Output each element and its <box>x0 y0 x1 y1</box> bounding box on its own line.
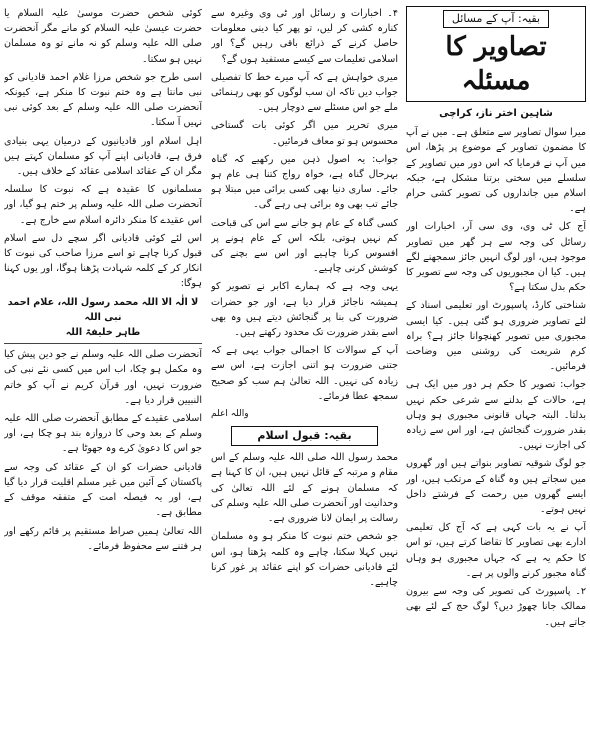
paragraph: اللہ تعالیٰ ہمیں صراط مستقیم پر قائم رکھے اور ہر فتنے سے محفوظ فرمائے۔ <box>4 525 202 552</box>
paragraph: شناختی کارڈ، پاسپورٹ اور تعلیمی اسناد کے لئے تصاویر ضروری ہو گئی ہیں۔ کیا ایسی مجبوری میں تصویر کھنچوانا جائز ہے؟ براہ کرم شریعت کی روشنی میں وضاحت فرمائیں۔ <box>406 300 586 373</box>
paragraph: میری تحریر میں اگر کوئی بات گستاخی محسوس ہو تو معاف فرمائیں۔ <box>211 120 398 147</box>
paragraph: مسلمانوں کا عقیدہ ہے کہ نبوت کا سلسلہ آنحضرت صلی اللہ علیہ وسلم پر ختم ہو گیا، اور اس عقیدے کا منکر دائرہ اسلام سے خارج ہے۔ <box>4 184 202 226</box>
paragraph: آپ کے سوالات کا اجمالی جواب یہی ہے کہ جتنی ضرورت ہو اتنی اجازت ہے، اس سے زیادہ کی نہیں۔ اللہ تعالیٰ ہم سب کو صحیح سمجھ عطا فرمائے۔ <box>211 345 398 402</box>
paragraph: یہی وجہ ہے کہ ہمارے اکابر نے تصویر کو ہمیشہ ناجائز قرار دیا ہے، اور جو حضرات ضرورت کی بنا پر گنجائش دیتے ہیں وہ بھی اسے بقدر ضرورت تک محدود رکھتے ہیں۔ <box>211 281 398 339</box>
paragraph: کوئی شخص حضرت موسیٰ علیہ السلام یا حضرت عیسیٰ علیہ السلام کو مانے مگر آنحضرت صلی اللہ علیہ وسلم کو نہ مانے تو وہ مسلمان نہیں ہو سکتا۔ <box>4 8 202 65</box>
divider <box>4 343 202 344</box>
paragraph: آنحضرت صلی اللہ علیہ وسلم نے جو دین پیش کیا وہ مکمل ہو چکا، اب اس میں کسی نئے نبی کی ضرورت نہیں، اور قرآن کریم نے آپ کو خاتم النبیین قرار دیا ہے۔ <box>4 349 202 406</box>
paragraph: کسی گناہ کے عام ہو جانے سے اس کی قباحت کم نہیں ہوتی، بلکہ اس کے عام ہونے پر افسوس کرنا چاہیے اور اس سے بچنے کی کوشش کرنی چاہیے۔ <box>211 217 398 275</box>
byline: شاہین اختر ناز، کراچی <box>439 108 553 119</box>
paragraph: جو لوگ شوقیہ تصاویر بنواتے ہیں اور گھروں میں سجاتے ہیں وہ گناہ کے مرتکب ہیں، اور ایسے گھروں میں رحمت کے فرشتے داخل نہیں ہوتے۔ <box>406 458 586 516</box>
paragraph: میری خواہش ہے کہ آپ میرے خط کا تفصیلی جواب دیں تاکہ ان سب لوگوں کو بھی رہنمائی ملے جو اس مسئلے سے دوچار ہیں۔ <box>211 71 398 114</box>
paragraph: جواب: یہ اصول ذہن میں رکھیے کہ گناہ بہرحال گناہ ہے، خواہ رواج کتنا ہی عام ہو جائے۔ ساری دنیا بھی کسی برائی میں مبتلا ہو جائے تب بھی وہ برائی ہی رہے گی۔ <box>211 153 398 211</box>
middle-column <box>211 6 398 730</box>
paragraph: اہل اسلام اور قادیانیوں کے درمیان یہی بنیادی فرق ہے، قادیانی اپنے آپ کو مسلمان کہتے ہیں مگر ان کے عقائد اسلامی عقائد کے خلاف ہیں۔ <box>4 135 202 178</box>
kalima-line: لا الٰہ الا اللہ محمد رسول اللہ، علام احمد نبی اللہ <box>7 296 199 323</box>
article-header <box>406 6 586 102</box>
kalima-note: طاہر خلیفۃ اللہ <box>65 327 141 339</box>
paragraph: اسلامی عقیدے کے مطابق آنحضرت صلی اللہ علیہ وسلم کے بعد وحی کا دروازہ بند ہو چکا ہے، اور جو اس کا دعویٰ کرے وہ جھوٹا ہے۔ <box>4 413 202 455</box>
section-title: بقیہ: قبول اسلام <box>231 426 378 446</box>
paragraph: آج کل ٹی وی، وی سی آر، اخبارات اور رسائل کی وجہ سے ہر گھر میں تصاویر موجود ہیں، اور لوگ انہیں جائز سمجھنے لگے ہیں۔ کیا ان مجبوریوں کی وجہ سے تصویر کا حکم بدل سکتا ہے؟ <box>406 221 586 294</box>
column-label: بقیہ: آپ کے مسائل <box>443 10 549 28</box>
paragraph: آپ نے یہ بات کہی ہے کہ آج کل تعلیمی ادارے بھی تصاویر کا تقاضا کرتے ہیں، تو اس کا حکم یہ ہے کہ جہاں مجبوری ہو وہاں گناہ مجبور کرنے والوں پر ہے۔ <box>406 522 586 579</box>
paragraph: اس لئے کوئی قادیانی اگر سچے دل سے اسلام قبول کرنا چاہے تو اسے مرزا صاحب کی نبوت کا انکار کر کے کلمہ شہادت پڑھنا ہوگا، اور یوں کہنا ہوگا: <box>4 232 202 290</box>
paragraph: محمد رسول اللہ صلی اللہ علیہ وسلم کے اس مقام و مرتبہ کے قائل نہیں ہیں، ان کا کہنا ہے کہ مسلمان ہونے کے لئے اللہ تعالیٰ کی وحدانیت اور آنحضرت صلی اللہ علیہ وسلم کی رسالت پر ایمان لانا ضروری ہے۔ <box>211 452 398 525</box>
article-title: تصاویر کا مسئلہ <box>445 32 547 96</box>
paragraph: میرا سوال تصاویر سے متعلق ہے۔ میں نے آپ کا مضمون تصاویر کے موضوع پر پڑھا، اس میں آپ نے فرمایا کہ اس دور میں تصاویر کے سلسلے میں سختی برتنا مشکل ہے، جبکہ اسلام میں جانداروں کی تصویر کشی حرام ہے۔ <box>406 127 586 215</box>
left-column <box>4 6 202 730</box>
paragraph: قادیانی حضرات کو ان کے عقائد کی وجہ سے پاکستان کے آئین میں غیر مسلم اقلیت قرار دیا گیا ہے، اور یہ فیصلہ امت کے متفقہ موقف کے مطابق ہے۔ <box>4 461 202 519</box>
right-column <box>406 6 586 730</box>
paragraph: اسی طرح جو شخص مرزا غلام احمد قادیانی کو نبی مانتا ہے وہ ختم نبوت کا منکر ہے، کیونکہ آنحضرت صلی اللہ علیہ وسلم کے بعد کوئی نبی نہیں آ سکتا۔ <box>4 71 202 129</box>
paragraph: جواب: تصویر کا حکم ہر دور میں ایک ہی ہے، حالات کے بدلنے سے شرعی حکم نہیں بدلتا۔ البتہ جہاں قانونی مجبوری ہو وہاں بقدر ضرورت گنجائش ہے، اور اس سے زیادہ کی اجازت نہیں۔ <box>406 379 586 452</box>
paragraph: ۲۔ پاسپورٹ کی تصویر کی وجہ سے بیرون ممالک جانا چھوڑ دیں؟ لوگ حج کے لئے بھی جاتے ہیں۔ <box>406 586 586 628</box>
paragraph: جو شخص ختم نبوت کا منکر ہو وہ مسلمان نہیں کہلا سکتا، چاہے وہ کلمہ پڑھتا ہو، اس لئے قادیانی حضرات کو اپنے عقائد پر غور کرنا چاہیے۔ <box>211 531 398 588</box>
paragraph: ۴۔ اخبارات و رسائل اور ٹی وی وغیرہ سے کنارہ کشی کر لیں، تو پھر کیا دینی معلومات حاصل کرنے کے ذرائع باقی رہیں گے؟ اور اسلامی تعلیمات سے کیسے مستفید ہوں گے؟ <box>211 8 398 65</box>
signature: واللہ اعلم <box>211 409 249 420</box>
